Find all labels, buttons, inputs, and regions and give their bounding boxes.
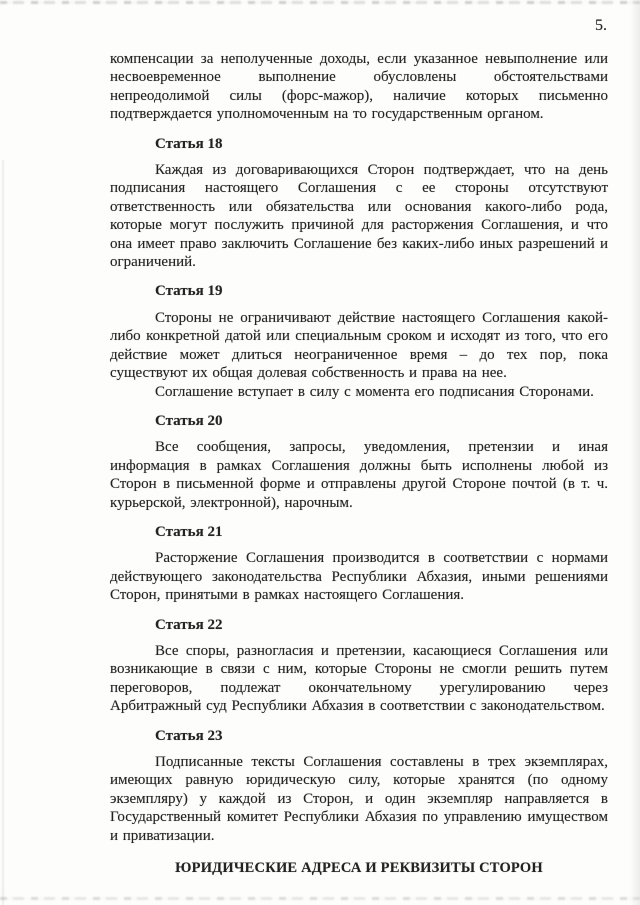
article-23-paragraph-1: Подписанные тексты Соглашения составлены в трех экземплярах, имеющих равную юридическую силу, которые хранятся (по одному экземпляру) у каждой из Сторон, и один экземпляр направляется в Государственный комитет Республики Абхазия по управлению имуществом и приватизации. [110, 754, 608, 844]
scan-edge-right [630, 0, 640, 905]
article-23-section [110, 727, 608, 845]
article-20-section [110, 412, 608, 512]
article-22-section [110, 616, 608, 716]
page-number: 5. [595, 17, 607, 34]
article-23-title: Статья 23 [155, 727, 223, 744]
article-21-paragraph-1: Расторжение Соглашения производится в соответствии с нормами действующего законодательства Республики Абхазия, иными решениями Сторон, принятыми в рамках настоящего Соглашения. [110, 550, 608, 604]
intro-paragraph: компенсации за неполученные доходы, если указанное невыполнение или несвоевременное выполнение обусловлены обстоятельствами непреодолимой силы (форс-мажор), наличие которых письменно подтверждается уполномоченным на то государственным органом. [110, 51, 608, 123]
article-18-title: Статья 18 [155, 135, 223, 152]
article-22-title: Статья 22 [155, 616, 223, 633]
scan-edge-left [2, 160, 4, 905]
article-19-title: Статья 19 [155, 283, 223, 300]
article-18-section [110, 135, 608, 272]
article-19-paragraph-1: Стороны не ограничивают действие настоящего Соглашения какой-либо конкретной датой или специальным сроком и исходят из того, что его действие может длиться неограниченное время – до тех пор, пока существуют их общая долевая собственность и права на нее. [110, 309, 608, 382]
article-19-paragraph-2: Соглашение вступает в силу с момента его подписания Сторонами. [155, 383, 594, 400]
article-22-paragraph-1: Все споры, разногласия и претензии, касающиеся Соглашения или возникающие в связи с ним, которые Стороны не смогли решить путем переговоров, подлежат окончательному урегулированию через Арбитражный суд Республики Абхазия в соответствии с законодательством. [110, 642, 608, 715]
scan-noise-bottom [0, 897, 640, 900]
article-18-paragraph-1: Каждая из договаривающихся Сторон подтверждает, что на день подписания настоящего Соглашения с ее стороны отсутствуют ответственность или обязательства или основания какого-либо рода, которые могут послужить причиной для расторжения Соглашения, и что она имеет право заключить Соглашение без каких-либо иных разрешений и ограничений. [110, 162, 608, 271]
page-content [110, 50, 608, 877]
article-20-paragraph-1: Все сообщения, запросы, уведомления, претензии и иная информация в рамках Соглашения должны быть исполнены любой из Сторон в письменной форме и отправлены другой Стороне почтой (в т. ч. курьерской, электронной), нарочным. [110, 439, 608, 511]
article-21-title: Статья 21 [155, 523, 223, 540]
article-19-section [110, 282, 608, 400]
article-20-title: Статья 20 [155, 412, 223, 429]
article-21-section [110, 523, 608, 605]
scan-noise-top [0, 1, 640, 4]
footer-heading: ЮРИДИЧЕСКИЕ АДРЕСА И РЕКВИЗИТЫ СТОРОН [175, 860, 543, 877]
